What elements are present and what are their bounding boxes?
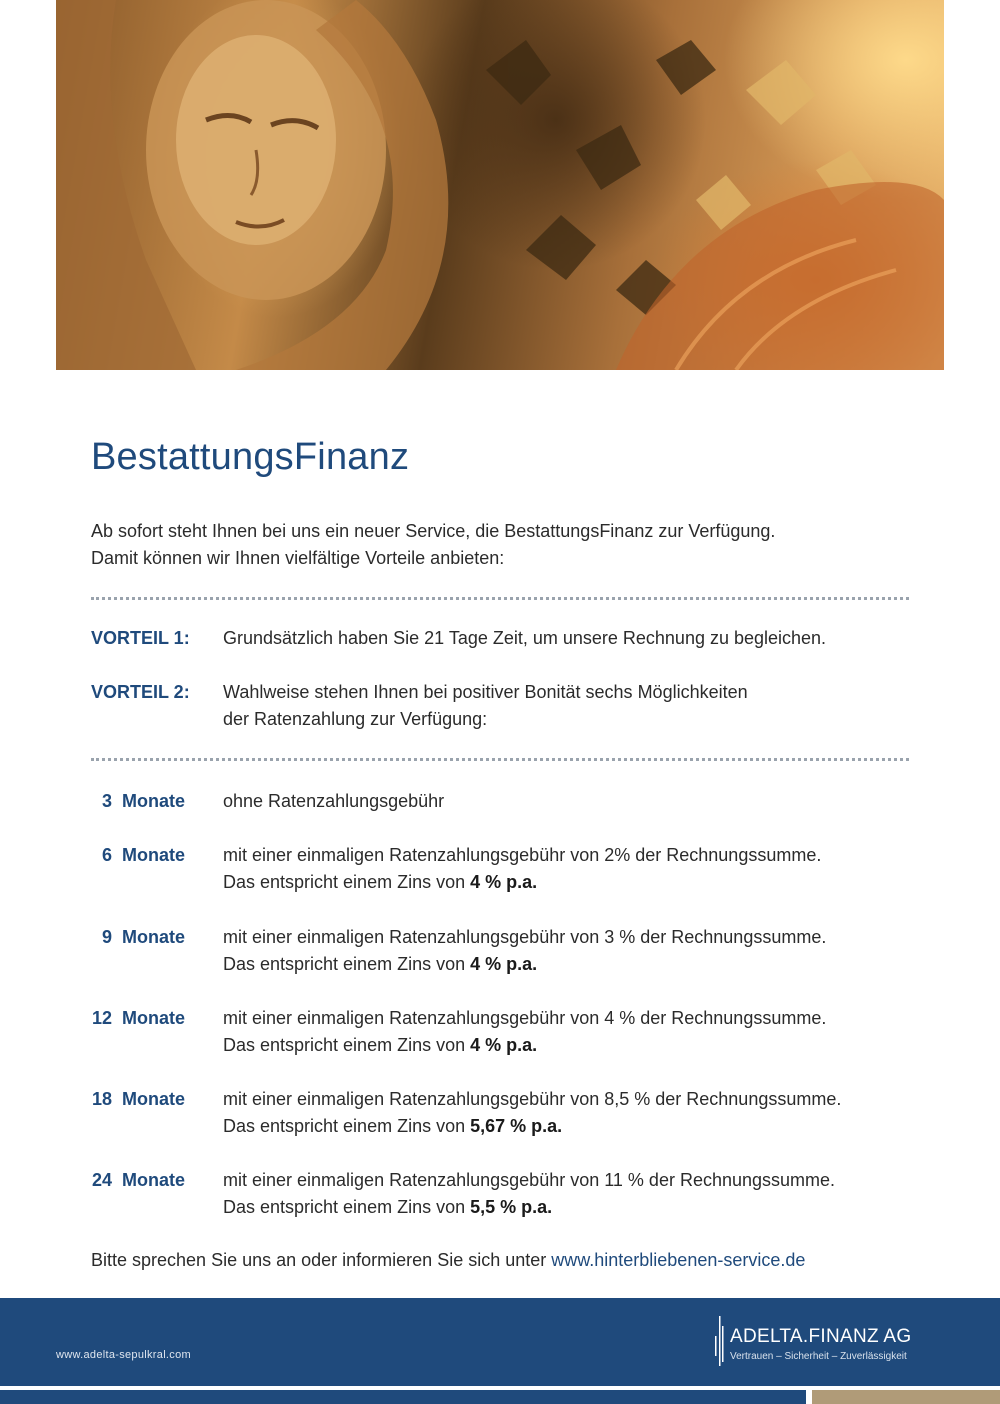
advantage-2-line-2: der Ratenzahlung zur Verfügung: [223,709,488,729]
plan-18-months: 18 [91,1089,112,1109]
plan-18-line-1: mit einer einmaligen Ratenzahlungsgebühr von 8,5 % der Rechnungssumme. [223,1089,842,1109]
plan-6-months: 6 [101,845,112,865]
brand-bars-icon [714,1314,724,1368]
plan-6-label [91,845,187,866]
intro-line-1: Ab sofort steht Ihnen bei uns ein neuer Service, die BestattungsFinanz zur Verfügung. [91,521,776,541]
plan-12-label [91,1008,187,1029]
intro-text [91,518,911,572]
plan-6-rate-prefix: Das entspricht einem Zins von [223,872,471,892]
plan-24-text [223,1167,923,1221]
plan-9-unit: Monate [122,927,186,947]
plan-9-label [91,927,187,948]
plan-9-rate: 4 % p.a. [470,954,538,974]
advantage-1-line-1: Grundsätzlich haben Sie 21 Tage Zeit, um unsere Rechnung zu begleichen. [223,628,827,648]
plan-12-rate: 4 % p.a. [470,1035,538,1055]
divider-top [91,597,909,600]
advantage-1-label: VORTEIL 1: [91,628,190,648]
plan-9-text [223,924,923,978]
advantage-2-text [223,679,923,733]
advantage-2-line-1: Wahlweise stehen Ihnen bei positiver Bonität sechs Möglichkeiten [223,682,748,702]
plan-12-months: 12 [91,1008,112,1028]
page-title: BestattungsFinanz [91,436,410,478]
plan-24-label [91,1170,187,1191]
plan-6-line-1: mit einer einmaligen Ratenzahlungsgebühr von 2% der Rechnungssumme. [223,845,822,865]
plan-24-rate-prefix: Das entspricht einem Zins von [223,1197,471,1217]
advantage-2-label: VORTEIL 2: [91,682,190,702]
divider-middle [91,758,909,761]
plan-24-unit: Monate [122,1170,186,1190]
plan-12-unit: Monate [122,1008,186,1028]
footer-url[interactable]: www.adelta-sepulkral.com [56,1349,191,1361]
contact-text [91,1250,805,1271]
footer-strip-blue [0,1390,806,1404]
contact-prefix: Bitte sprechen Sie uns an oder informieren Sie sich unter [91,1250,552,1270]
plan-3-label [91,791,187,812]
contact-link[interactable]: www.hinterbliebenen-service.de [551,1250,806,1270]
plan-18-rate: 5,67 % p.a. [470,1116,563,1136]
intro-line-2: Damit können wir Ihnen vielfältige Vorteile anbieten: [91,548,505,568]
plan-24-months: 24 [91,1170,112,1190]
plan-24-rate: 5,5 % p.a. [470,1197,553,1217]
plan-6-rate: 4 % p.a. [470,872,538,892]
brand-name: ADELTA.FINANZ AG [730,1326,912,1347]
plan-3-text [223,788,923,815]
plan-24-line-1: mit einer einmaligen Ratenzahlungsgebühr von 11 % der Rechnungssumme. [223,1170,836,1190]
plan-9-months: 9 [101,927,112,947]
plan-3-unit: Monate [122,791,186,811]
plan-12-rate-prefix: Das entspricht einem Zins von [223,1035,471,1055]
plan-18-label [91,1089,187,1110]
hero-image [56,0,944,370]
plan-18-unit: Monate [122,1089,186,1109]
plan-18-text [223,1086,923,1140]
advantage-1-text [223,625,923,652]
plan-9-rate-prefix: Das entspricht einem Zins von [223,954,471,974]
plan-9-line-1: mit einer einmaligen Ratenzahlungsgebühr von 3 % der Rechnungssumme. [223,927,827,947]
hero-illustration [56,0,944,370]
footer-strip-gold [812,1390,1000,1404]
plan-12-text [223,1005,923,1059]
plan-3-months: 3 [101,791,112,811]
plan-12-line-1: mit einer einmaligen Ratenzahlungsgebühr von 4 % der Rechnungssumme. [223,1008,827,1028]
plan-6-unit: Monate [122,845,186,865]
plan-6-text [223,842,923,896]
footer-bar [0,1298,1000,1386]
plan-18-rate-prefix: Das entspricht einem Zins von [223,1116,471,1136]
plan-3-line-1: ohne Ratenzahlungsgebühr [223,791,445,811]
brand-tagline: Vertrauen – Sicherheit – Zuverlässigkeit [730,1351,907,1362]
